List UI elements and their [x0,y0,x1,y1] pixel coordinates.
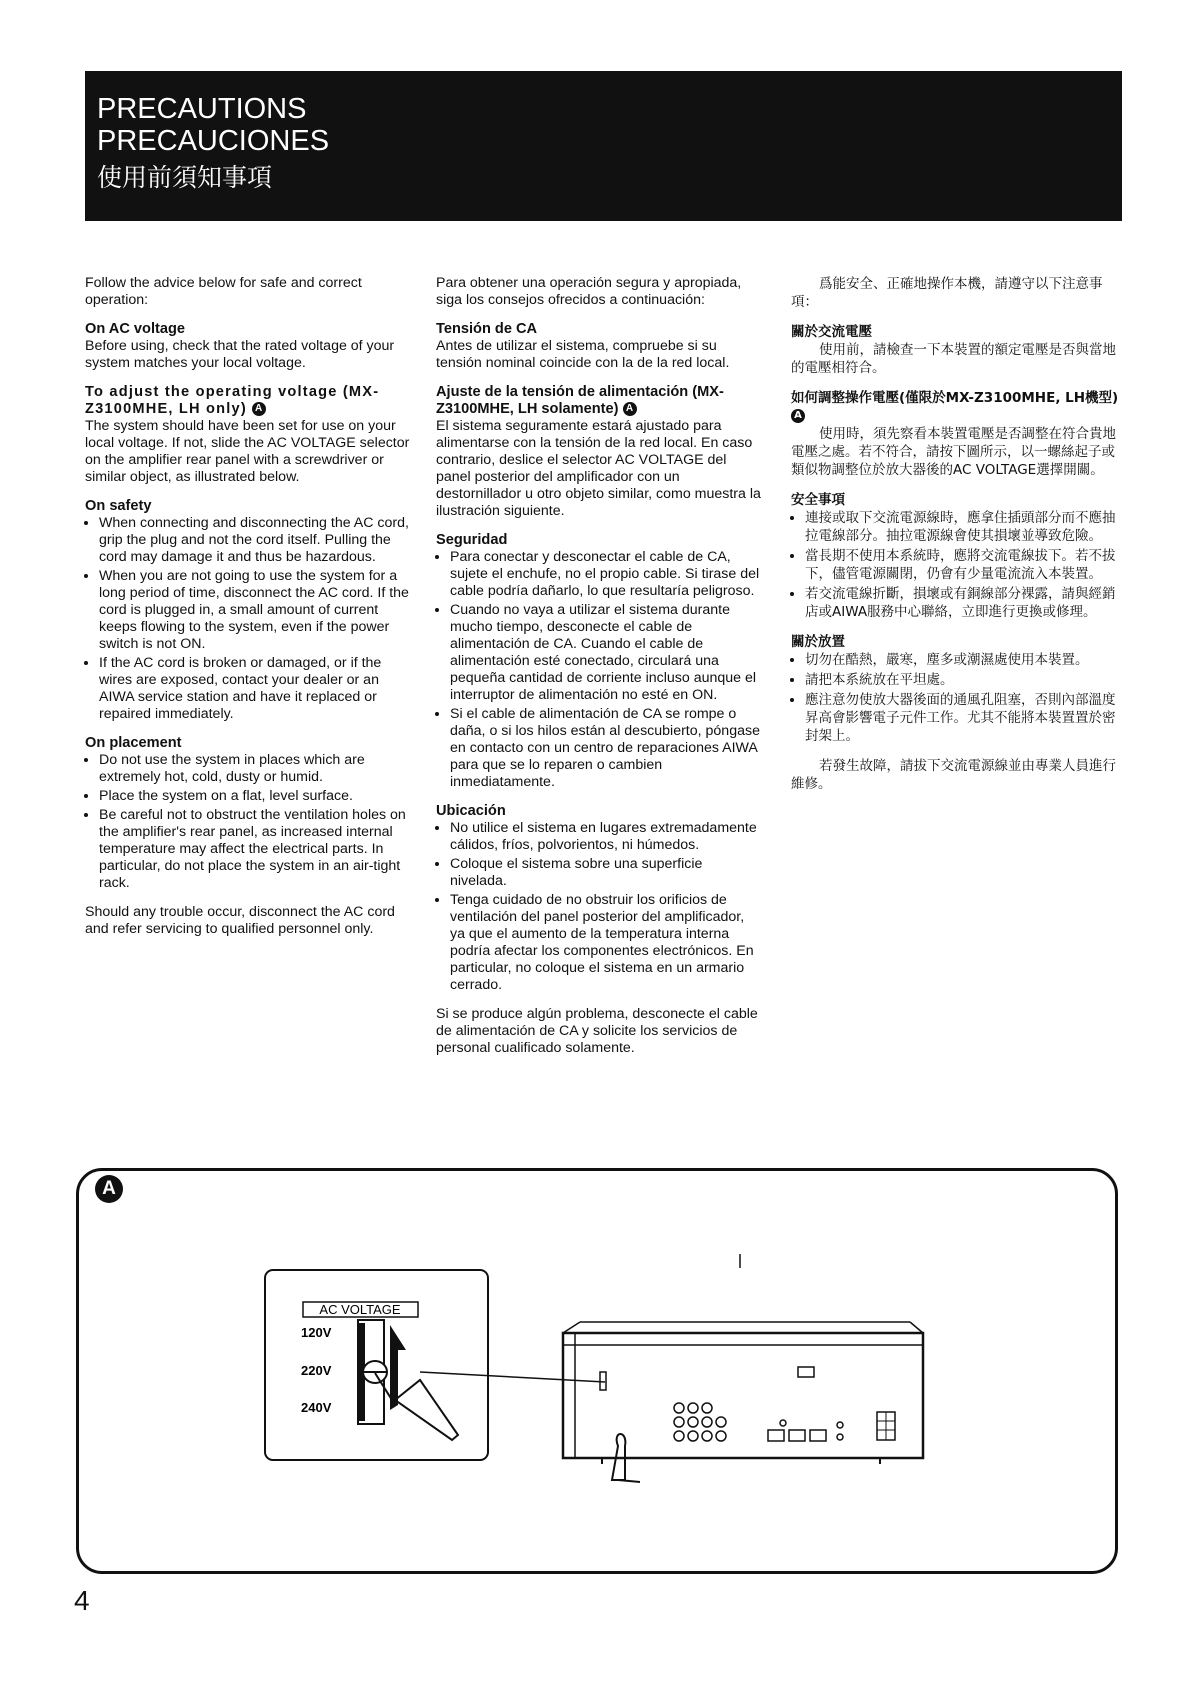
list-item: • 應注意勿使放大器後面的通風孔阻塞，否則內部溫度昇高會影響電子元件工作。尤其不能將本裝置置於密封架上。 [805,691,1121,745]
list-item: • No utilice el sistema en lugares extremadamente cálidos, fríos, polvorientos, ni húmedos. [450,820,763,854]
section-heading: 關於放置 [791,634,845,650]
section-text: Before using, check that the rated voltage of your system matches your local voltage. [85,338,395,371]
section-heading: On AC voltage [85,321,186,337]
section-text: Antes de utilizar el sistema, compruebe si su tensión nominal coincide con la de la red local. [436,338,730,371]
page-number: 4 [74,1585,90,1616]
list-item: • Be careful not to obstruct the ventilation holes on the amplifier's rear panel, as increased internal temperature may affect the electrical parts. In particular, do not place the system in an air-tight rack. [99,807,410,892]
input-jacks [674,1403,726,1441]
title-chinese: 使用前須知事項 [97,163,273,192]
section-heading: On placement [85,735,182,751]
title-spanish: PRECAUCIONES [97,125,330,157]
voltage-120-label: 120V [301,1325,332,1340]
list-item: • Si el cable de alimentación de CA se rompe o daña, o si los hilos están al descubierto, póngase en contacto con un centro de reparaciones AIWA para que se lo reparen o cambien inmediatamente. [450,706,763,791]
trouble-text: 若發生故障，請拔下交流電源線並由專業人員進行維修。 [791,758,1116,792]
section-text: The system should have been set for use on your local voltage. If not, slide the AC VOLTAGE selector on the amplifier rear panel with a screwdriver or similar object, as illustrated below. [85,418,410,485]
figure-a-marker: A [623,402,637,416]
voltage-220-label: 220V [301,1363,332,1378]
list-item: • Para conectar y desconectar el cable de CA, sujete el enchufe, no el propio cable. Si tirase del cable podría dañarlo, lo que resultaría peligroso. [450,549,763,600]
leader-line [420,1372,605,1382]
section-text: 使用前，請檢查一下本裝置的額定電壓是否與當地的電壓相符合。 [791,342,1116,376]
section-heading: 關於交流電壓 [791,324,872,340]
voltage-240-label: 240V [301,1400,332,1415]
section-heading: On safety [85,498,152,514]
intro-text: 爲能安全、正確地操作本機，請遵守以下注意事項： [791,276,1103,310]
list-item: • 當長期不使用本系統時，應將交流電線拔下。若不拔下，儘管電源關閉，仍會有少量電流流入本裝置。 [805,547,1121,583]
section-heading: 安全事項 [791,492,845,508]
list-item: • When connecting and disconnecting the AC cord, grip the plug and not the cord itself. Pulling the cord may damage it and thus be hazardous. [99,515,410,566]
list-item: • 請把本系統放在平坦處。 [805,671,1121,689]
list-item: • Do not use the system in places which are extremely hot, cold, dusty or humid. [99,752,410,786]
ac-voltage-label: AC VOLTAGE [319,1302,401,1317]
section-heading: To adjust the operating voltage (MX-Z3100MHE, LH only) A [85,384,380,417]
list-item: • Tenga cuidado de no obstruir los orificios de ventilación del panel posterior del amplificador, ya que el aumento de la temperatura interna podría afectar los componentes electrónicos. En particular, no coloque el sistema en un armario cerrado. [450,892,763,994]
trouble-text: Si se produce algún problema, desconecte el cable de alimentación de CA y solicite los servicios de personal cualificado solamente. [436,1006,758,1056]
screwdriver-icon [395,1380,458,1440]
section-heading: Ajuste de la tensión de alimentación (MX-Z3100MHE, LH solamente) A [436,384,724,417]
trouble-text: Should any trouble occur, disconnect the AC cord and refer servicing to qualified personnel only. [85,904,395,937]
list-item: • 若交流電線折斷，損壞或有銅線部分裸露，請與經銷店或AIWA服務中心聯絡，立即進行更換或修理。 [805,585,1121,621]
section-text: El sistema seguramente estará ajustado para alimentarse con la tensión de la red local. En caso contrario, deslice el selector AC VOLTAGE del panel posterior del amplificador con un destornillador u otro objeto similar, como muestra la ilustración siguiente. [436,418,761,519]
voltage-selector-location [600,1372,606,1390]
list-item: • Coloque el sistema sobre una superficie nivelada. [450,856,763,890]
section-heading: Seguridad [436,532,508,548]
section-heading: 如何調整操作電壓(僅限於MX-Z3100MHE, LH機型) A [791,390,1119,421]
list-item: • If the AC cord is broken or damaged, or if the wires are exposed, contact your dealer or an AIWA service station and have it replaced or repaired immediately. [99,655,410,723]
list-item: • Place the system on a flat, level surface. [99,788,410,805]
section-heading: Ubicación [436,803,506,819]
list-item: • 切勿在酷熱，嚴寒，塵多或潮濕處使用本裝置。 [805,651,1121,669]
figure-a-marker: A [791,409,805,423]
intro-text: Follow the advice below for safe and correct operation: [85,275,362,308]
list-item: • Cuando no vaya a utilizar el sistema durante mucho tiempo, desconecte el cable de alimentación de CA. Cuando el cable de alimentación esté conectado, circulará una pequeña cantidad de corriente incluso aunque el interruptor de alimentación no esté en ON. [450,602,763,704]
section-text: 使用時，須先察看本裝置電壓是否調整在符合貴地電壓之處。若不符合，請按下圖所示，以一螺絲起子或類似物調整位於放大器後的AC VOLTAGE選擇開關。 [791,426,1116,478]
connectors [768,1420,843,1441]
figure-badge: A [95,1175,123,1203]
list-item: • When you are not going to use the system for a long period of time, disconnect the AC cord. If the cord is plugged in, a small amount of current keeps flowing to the system, even if the power switch is not ON. [99,568,410,653]
intro-text: Para obtener una operación segura y apropiada, siga los consejos ofrecidos a continuación: [436,275,742,308]
figure-a-marker: A [252,402,266,416]
title-english: PRECAUTIONS [97,93,307,125]
section-heading: Tensión de CA [436,321,538,337]
list-item: • 連接或取下交流電源線時，應拿住插頭部分而不應抽拉電線部分。抽拉電源線會使其損壞並導致危險。 [805,509,1121,545]
